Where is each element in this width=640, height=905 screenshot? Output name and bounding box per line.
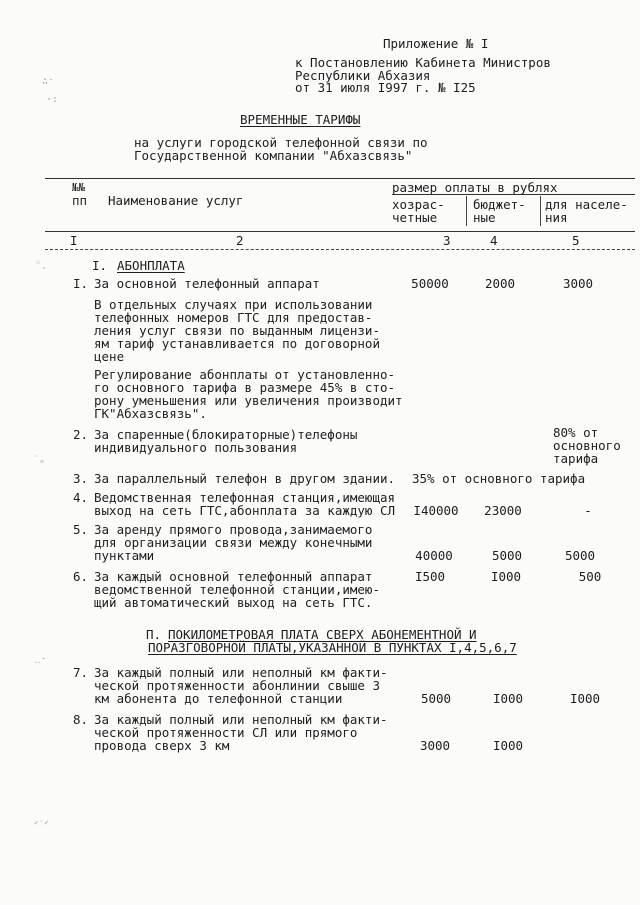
value-selfsupport: I500 xyxy=(414,569,446,584)
value-selfsupport: 50000 xyxy=(411,276,449,291)
value-selfsupport: 5000 xyxy=(420,691,452,706)
appendix-label: Приложение № I xyxy=(383,36,489,51)
col-budget-1: бюджет- xyxy=(473,197,526,212)
value-population: 500 xyxy=(578,569,602,584)
col-population-2: ния xyxy=(545,210,568,225)
payment-header: размер оплаты в рублях xyxy=(392,180,558,195)
note-line: Регулирование абонплаты от установленно- xyxy=(94,367,396,382)
row-text: Ведомственная телефонная станция,имеющая xyxy=(94,490,396,505)
row-text: За аренду прямого провода,занимаемого xyxy=(94,522,373,537)
col-population-1: для населе- xyxy=(545,197,628,212)
value-note: тарифа xyxy=(553,451,599,466)
note-line: ГК"Абхазсвязь". xyxy=(94,406,207,421)
section2-title-2: ПОРАЗГОВОРНОЙ ПЛАТЫ,УКАЗАННОЙ В ПУНКТАХ I,4,5,6,7 xyxy=(148,640,517,655)
colnum-5: 5 xyxy=(572,233,580,248)
note-line: ям тариф устанавливается по договорной xyxy=(94,336,380,351)
table-top-rule xyxy=(45,178,635,179)
value-selfsupport: I40000 xyxy=(413,503,459,518)
note-line: В отдельных случаях при использовании xyxy=(94,297,373,312)
colnum-4: 4 xyxy=(490,233,498,248)
colnum-bottom-rule xyxy=(45,249,635,250)
colnum-1: I xyxy=(70,233,78,248)
section2-num: П. xyxy=(146,627,162,642)
note-line: рону уменьшения или увеличения производит xyxy=(94,393,403,408)
row-text: для организации связи между конечными xyxy=(94,535,373,550)
row-text: За основной телефонный аппарат xyxy=(94,276,320,291)
inline-value: 35% от основного тарифа xyxy=(412,471,586,486)
scan-speck: ◦ˎ xyxy=(35,258,48,269)
name-header: Наименование услуг xyxy=(108,193,244,208)
value-population: - xyxy=(584,503,592,518)
row-num: 5. xyxy=(73,522,89,537)
scan-speck: ˙ₒ xyxy=(33,455,46,466)
note-line: цене xyxy=(94,349,125,364)
num-header: №№ xyxy=(72,181,86,194)
col-divider xyxy=(466,196,467,226)
value-budget: I000 xyxy=(492,691,524,706)
section1-num: I. xyxy=(92,258,108,273)
decree-line-2: Республики Абхазия xyxy=(295,68,431,83)
subtitle-line-2: Государственной компании "Абхазсвязь" xyxy=(134,148,413,163)
row-num: 3. xyxy=(73,471,89,486)
note-line: го основного тарифа в размере 45% в сто- xyxy=(94,380,396,395)
value-budget: 5000 xyxy=(491,548,523,563)
value-selfsupport: 40000 xyxy=(415,548,453,563)
section2-title-1: ПОКИЛОМЕТРОВАЯ ПЛАТА СВЕРХ АБОНЕМЕНТНОЙ И xyxy=(168,627,477,642)
value-selfsupport: 3000 xyxy=(419,738,451,753)
scan-speck: ∴ˑ xyxy=(42,76,55,87)
row-text: км абонента до телефонной станции xyxy=(94,691,343,706)
num-header-2: пп xyxy=(72,193,88,208)
document-title: ВРЕМЕННЫЕ ТАРИФЫ xyxy=(240,112,361,127)
col-selfsupport-1: хозрас- xyxy=(392,197,445,212)
row-text: ческой протяженности СЛ или прямого xyxy=(94,725,358,740)
row-text: За параллельный телефон в другом здании. xyxy=(94,471,396,486)
note-line: телефонных номеров ГТС для предостав- xyxy=(94,310,373,325)
value-budget: 2000 xyxy=(484,276,516,291)
col-divider xyxy=(540,196,541,226)
value-population: 5000 xyxy=(564,548,596,563)
row-text: За каждый полный или неполный км факти- xyxy=(94,712,388,727)
row-text: щий автоматический выход на сеть ГТС. xyxy=(94,595,373,610)
decree-line-1: к Постановлению Кабинета Министров xyxy=(295,55,551,70)
row-text: индивидуального пользования xyxy=(94,440,298,455)
col-budget-2: ные xyxy=(473,210,496,225)
row-num: 6. xyxy=(73,569,89,584)
row-text: За каждый основной телефонный аппарат xyxy=(94,569,373,584)
value-note: 80% от xyxy=(553,425,599,440)
header-bottom-rule xyxy=(45,231,635,232)
row-text: За каждый полный или неполный км факти- xyxy=(94,665,388,680)
row-num: 4. xyxy=(73,490,89,505)
scan-speck: ᐟ˙ᐟ xyxy=(34,820,49,831)
value-note: основного xyxy=(553,438,621,453)
value-population: 3000 xyxy=(562,276,594,291)
subtitle-line-1: на услуги городской телефонной связи по xyxy=(134,135,428,150)
row-text: ведомственной телефонной станции,имею- xyxy=(94,582,380,597)
colnum-2: 2 xyxy=(236,233,244,248)
value-population: I000 xyxy=(569,691,601,706)
row-text: выход на сеть ГТС,абонплата за каждую СЛ xyxy=(94,503,396,518)
row-text: За спаренные(блокираторные)телефоны xyxy=(94,427,358,442)
scan-speck: ‥ˑ xyxy=(34,655,47,666)
col-selfsupport-2: четные xyxy=(392,210,438,225)
row-num: I. xyxy=(73,276,89,291)
value-budget: I000 xyxy=(490,569,522,584)
section1-title: АБОНПЛАТА xyxy=(117,258,185,273)
value-budget: I000 xyxy=(492,738,524,753)
row-num: 2. xyxy=(73,427,89,442)
row-text: пунктами xyxy=(94,548,155,563)
scan-speck: ·: xyxy=(46,94,59,105)
row-text: ческой протяженности абонлинии свыше 3 xyxy=(94,678,380,693)
row-num: 7. xyxy=(73,665,89,680)
value-budget: 23000 xyxy=(484,503,522,518)
row-num: 8. xyxy=(73,712,89,727)
note-line: ления услуг связи по выданным лицензи- xyxy=(94,323,380,338)
decree-line-3: от 31 июля I997 г. № I25 xyxy=(295,80,476,95)
row-text: провода сверх 3 км xyxy=(94,738,230,753)
payment-header-rule xyxy=(392,194,635,195)
colnum-3: 3 xyxy=(443,233,451,248)
